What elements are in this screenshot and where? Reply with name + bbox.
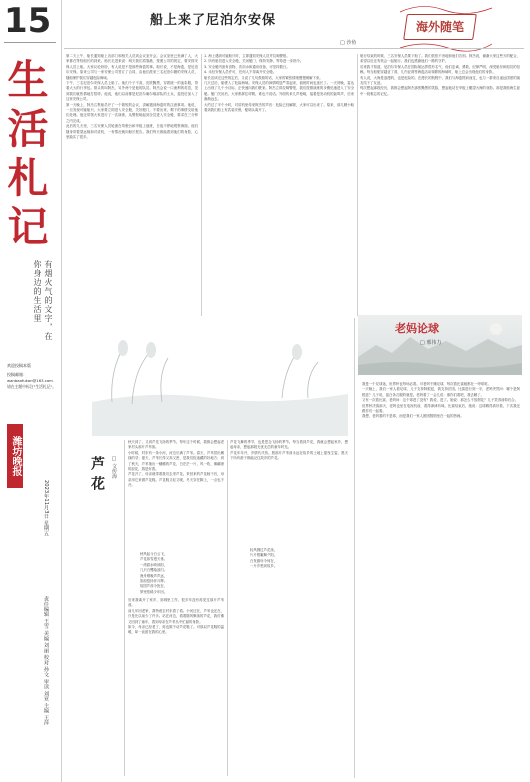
header-rule [64,48,524,49]
article3-title: 芦花 [89,456,105,496]
issue-date: 2023年11月3日 星期五 [43,480,49,536]
article3-body-a: 秋天到了，又到芦花飞扬的季节。每年这个时候，我都会想起老家村头那片芦苇荡。 小时候，村东有一条小河，河边长满了芦苇。春天，芦苇冒出嫩绿的芽；夏天，芦苇长得又高又密，是我们捉迷藏的好地方；到了秋天，芦苇抽出一穗穗的芦花，白茫茫一片，风一吹，像翻滚的浪花，煞是好看。 芦花开了，母亲就带着我们去采芦花。采回来的芦花晾干后，母亲用它来做芦花鞋。芦花鞋又轻又暖，冬天穿在脚上，一点也不冷。 [128,440,224,488]
col-divider-5 [124,440,125,776]
article3-illustration [92,332,348,436]
column-tag: 海外随笔 [415,20,464,34]
page-number: 15 [4,1,52,41]
article3-poem2: 轻风拂过芦花荡， 片片银絮舞夕阳。 白发慈母今何在， 一片乡愁到故乡。 [250,548,278,569]
article2-body: 我是一个足球迷，世界杯也每场必看。可老妈不懂足球，每次看比赛她都在一旁唠叨。 一天晚上，我们一家人看足球，儿子支持阿根廷，我支持法国。比赛进行到一半，老妈突然问：哪个是阿根廷？儿子说，蓝白条衣服的就是。老妈看了一会儿说：那你们看吧，我去睡了。 又有一次看比赛，老妈问：这个球进了没有？我说，进了。她说：那怎么不放烟花？儿子笑得前仰后合。 世界杯决赛那天，老妈也坐在电视机前，看得津津有味。比赛结束后，她说：这球踢得真好看，下次我还跟你们一起看。 我想，老妈看的不是球，而是我们一家人团团圆圆坐在一起的热闹。 [362,382,520,419]
article3-body-b: 后来我离开了家乡，到城里工作，很多年没有再见过那片芦苇荡。 前几年回老家，我特意去村东看了看。小河还在，芦苇也还在，只是比以前少了许多。站在河边，看着随风飘荡的芦花，我仿佛又回到了童年，看到母亲在芦苇丛中忙碌的身影。 如今，母亲已经老了，再也做不动芦花鞋了。可那双芦花鞋的温暖，却一直留在我的心里。 [128,598,224,635]
wave-icon [398,2,494,54]
section-slogan: 有烟火气的文字，在你身边的生活里 [33,260,53,341]
section-title: 生活札记 [7,56,49,251]
editor-credits: 责任编辑 王雪 美编 刘丽 校对 孙文 审读 刘亚 主编 王萍 [43,596,49,726]
article1-title: 船上来了尼泊尔安保 [150,13,277,28]
email-label: 投稿邮箱： [7,372,27,377]
article3-poem: 秋风起兮白云飞， 芦花如雪漫天垂。 一湾碧水映斜阳， 几只白鹭踏浪归。 渔舟唱晚声声远， 笛韵悠扬伴月辉。 故园芦荡今犹在， 梦里依稀少年回。 [140,552,168,594]
sidebar-divider [61,0,62,782]
col-divider-2 [357,54,358,316]
email-address[interactable]: wanbaofukan@163.com [7,378,53,383]
col-divider-4 [227,440,228,776]
article1-col-right: 航行结束的时候，三名安保人员要下船了。我们依依不舍地和他们告别。阿杰说，谢谢大家这些天的配合，希望以后还有机会一起航行。我们也感谢他们一路的守护。 后来我才知道，尼泊尔安保人员在国际航运界很有名气，他们忠诚、勇敢、纪律严明，深受船东和船员的信赖。每当船舶穿越亚丁湾、几内亚湾等海盗活动频繁的海域时，船上总会出现他们的身影。 有人说，大海是浪漫的，也是危险的。在漫长的航程中，我们与海盗擦肩而过，也与一群来自遥远国度的朋友结下了友谊。 每次想起那段经历，我都会想起阿杰那张黝黑的笑脸，想起他站在甲板上眺望大海的身影。那是我航海生涯中一段难忘的记忆。 [360,54,520,96]
submission-note: 请在主题中标注"生活札记"。 [7,384,57,389]
submission-notice: 欢迎投稿本版 [7,363,31,368]
article3-body-c: 芦花飞舞的季节，也是思念飞扬的季节。每当看到芦花，我就会想起家乡，想起母亲，想起那段无忧无虑的童年时光。 芦花年年开，乡情代代传。愿那片芦苇荡永远在故乡的土地上摇曳生姿，愿天下所有游子都能记住故乡的芦花。 [230,440,348,461]
article1-col-mid: 1. 海上遇到可疑船只时，立即通知安保人员并拉响警报。 2. 所有船员进入安全舱，关闭舱门，保持安静，等待进一步指令。 3. 安全舱内备有食物、饮用水和通讯设备，可坚持数日。 4. 未经安保人员许可，任何人不得离开安全舱。 船长宣读完这些规定后，又说了几句鼓励的话，大家的紧张情绪慢慢缓解下来。 几天过后，船驶入了危险海域。安保人员的神情明显严肃起来，值班时间也延长了。一天傍晚，雷达上出现了几个小目标，正快速向我们驶来。阿杰立即拉响警报，我们按照演练的步骤迅速进入了安全舱。舱门关闭后，大家都屏住呼吸，谁也不说话。外面传来几声枪响，接着是发动机的轰鸣声，后来渐渐远去。 大约过了半个小时，对讲机里传来阿杰的声音：危险已经解除，大家可以出来了。原来，那几艘小船看到我们船上有武装安保，便调头离开了。 [204,54,354,113]
article1-col-left: 第二天上午，船长通知船上各部门和相关人员到会议室开会。会议室里已坐满了人，大家都在等待船长的到来。船长走进来说：明天我们将靠港，按照公司的规定，要安排安保人员上船。大家议论纷纷，有人说是不是那些海盗的事。船长说，不是海盗，是尼泊尔安保。原来公司与一家安保公司签订了合同，由他们派来三名尼泊尔籍的安保人员，随船保护我们穿越危险海域。 下午，三名尼泊尔安保人员上船了。他们个子不高，皮肤黝黑，穿着统一的迷彩服，背着大大的行李包。领头的叫阿杰，另外两个是他的队员。阿杰会说一口流利的英语，见到我们就热情地打招呼。他说，他们以前都是尼泊尔廓尔喀部队的士兵，退役后加入了这家安保公司。 第一天晚上，阿杰召集船员开了一个简短的会议，讲解遇到海盗时的注意事项。他说，一旦发现可疑船只，大家要立即进入安全舱，关好舱门，不要出来，剩下的事情交给他们处理。他还带领大家进行了一次演练，从警报响起到全员进入安全舱，要求在三分钟之内完成。 此后的几天里，三名安保人员轮流在驾驶台和甲板上值班，日夜不停地观察海面。他们随身带着望远镜和对讲机，一有情况就向船长报告。我们每天都能看到他们的身影，心里踏实了很多。 [66,54,198,140]
newspaper-badge [7,424,23,488]
article3-body-c2 [230,592,348,776]
article2-title: 老妈论球 [395,322,439,335]
newspaper-name: 潍坊晚报 [10,436,21,476]
col-divider-3 [354,318,355,778]
article3-title-box [88,440,122,536]
article1-author: □ 沙鱼 [340,40,357,46]
wave-decoration [398,2,494,54]
col-divider-1 [201,54,202,316]
reed-landscape-icon [92,332,348,436]
article2-author: □ 邢伟力 [420,340,442,346]
article3-author: □ 文传海 [111,456,117,479]
submission-box [7,363,57,390]
page-number-rule [4,42,56,43]
